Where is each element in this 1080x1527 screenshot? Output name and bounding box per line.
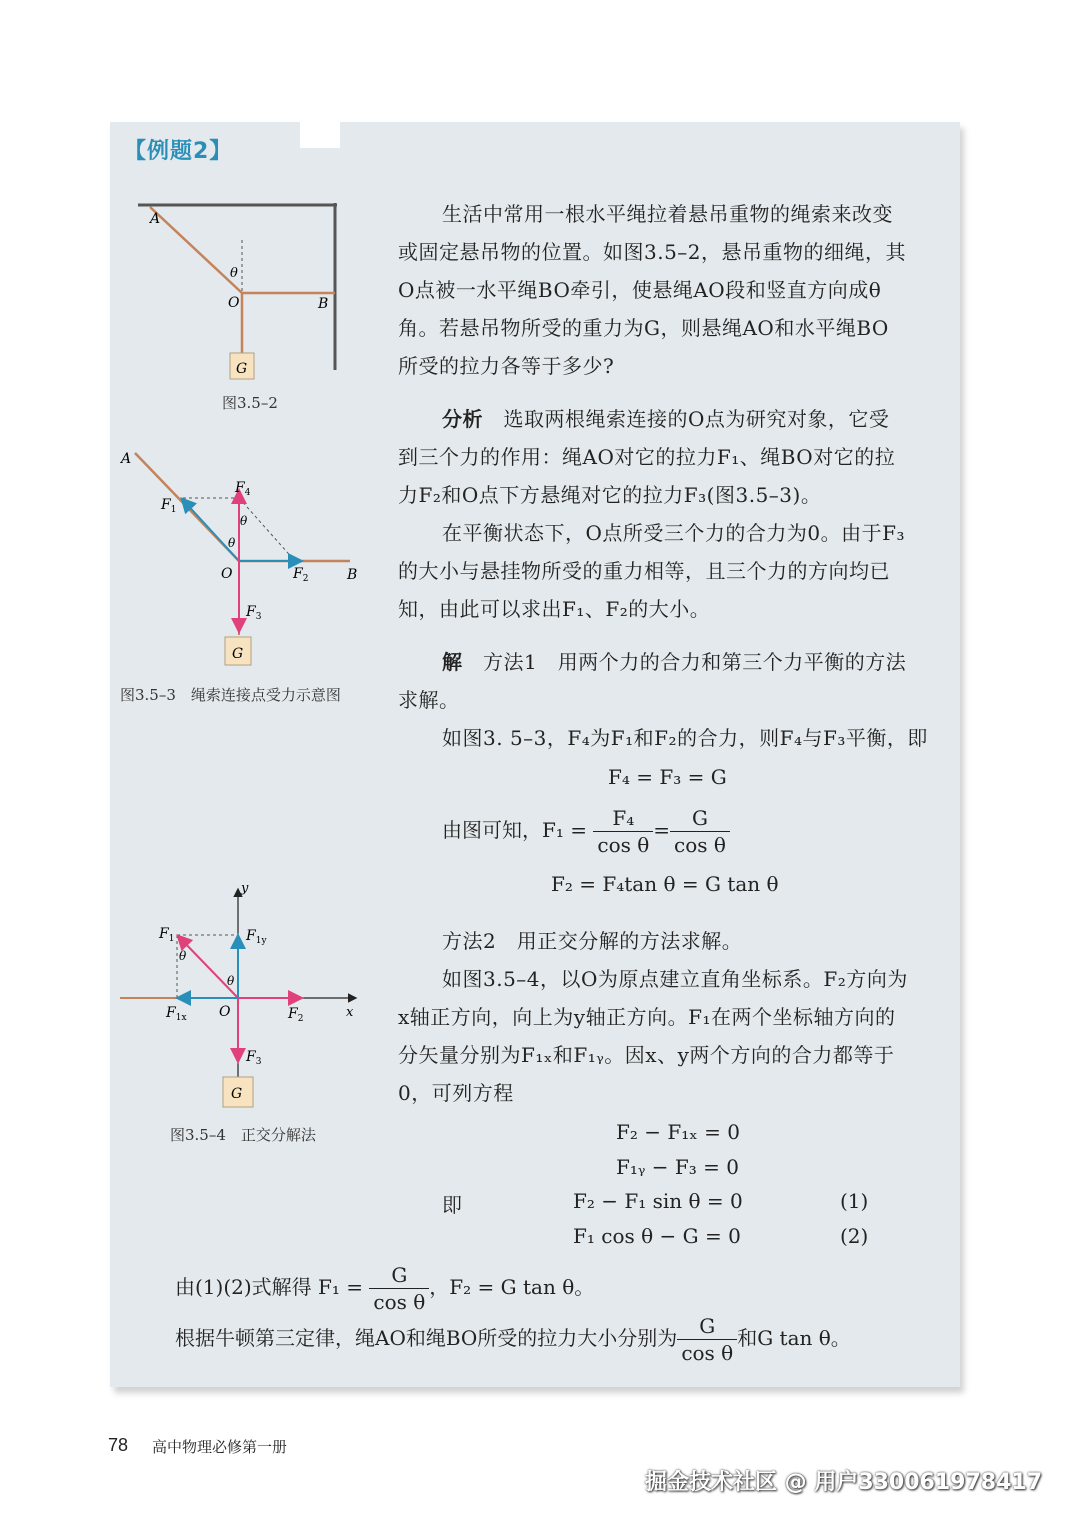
svg-text:x: x: [346, 1005, 354, 1020]
svg-text:θ: θ: [179, 949, 187, 963]
svg-text:F1: $F_1$: [161, 497, 177, 515]
caption-fig-3-5-4: 图3.5–4 正交分解法: [170, 1126, 316, 1144]
equation-2: F₁ cos θ − G = 0: [573, 1224, 741, 1248]
figure-3-5-4: [115, 880, 365, 1115]
force-f1: [183, 500, 239, 561]
equation-f1: 由图可知，F₁ = $\frac{\text{F₄}}{\text{cos θ}}$ = $\frac{G}{\text{cos θ}}$: [442, 805, 730, 858]
label-b: B: [318, 296, 329, 312]
analysis-label: 分析: [442, 407, 483, 431]
svg-text:A: A: [121, 451, 132, 467]
svg-text:F3: $F_3$: [246, 604, 262, 622]
svg-text:F2: $F_2$: [288, 1006, 304, 1024]
caption-fig-3-5-3: 图3.5–3 绳索连接点受力示意图: [120, 686, 341, 704]
svg-text:θ: θ: [228, 536, 236, 550]
problem-line: 所受的拉力各等于多少?: [398, 354, 615, 378]
label-theta: θ: [230, 266, 238, 281]
svg-text:B: B: [347, 567, 358, 583]
svg-text:θ: θ: [227, 974, 235, 988]
label-a: A: [150, 211, 161, 227]
equation-2-number: (2): [840, 1224, 869, 1248]
problem-line: O点被一水平绳BO牵引，使悬绳AO段和竖直方向成θ: [398, 278, 882, 302]
equation-f4: F₄ = F₃ = G: [608, 765, 727, 789]
problem-line: 或固定悬吊物的位置。如图3.5–2，悬吊重物的细绳，其: [398, 240, 907, 264]
result-line-2: 根据牛顿第三定律，绳AO和绳BO所受的拉力大小分别为 $\frac{G}{\text{cos θ}}$ 和G tan θ。: [175, 1314, 851, 1365]
svg-text:F2: $F_2$: [293, 566, 309, 584]
svg-text:G: G: [231, 1086, 243, 1102]
solution-text: 解 方法1 用两个力的合力和第三个力平衡的方法 求解。 如图3. 5–3，F₄为F₁和F₂的合力，则F₄与F₃平衡，即: [398, 650, 928, 750]
caption-fig-3-5-2: 图3.5–2: [222, 394, 278, 412]
svg-text:O: O: [221, 566, 233, 582]
svg-text:O: O: [219, 1004, 231, 1020]
svg-text:F1x: $F_{1x}$: [166, 1005, 187, 1023]
svg-text:θ: θ: [240, 514, 248, 528]
solution-label: 解: [442, 650, 463, 674]
svg-text:F4: $F_4$: [235, 480, 251, 498]
problem-line: 生活中常用一根水平绳拉着悬吊重物的绳索来改变: [442, 202, 893, 226]
example-title: 【例题2】: [124, 139, 233, 164]
equation-x: F₂ − F₁ₓ = 0: [616, 1120, 740, 1144]
svg-text:G: G: [232, 646, 244, 662]
figure-3-5-2: [120, 195, 360, 395]
force-f1: [179, 937, 238, 998]
equation-1-number: (1): [840, 1189, 869, 1213]
figure-3-5-3: [115, 445, 375, 675]
label-g: G: [236, 361, 248, 377]
panel-tab-corner: [300, 122, 340, 148]
svg-text:F3: $F_3$: [246, 1049, 262, 1067]
svg-text:F1y: $F_{1y}$: [246, 928, 267, 946]
svg-text:F1: $F_1$: [159, 926, 175, 944]
problem-line: 角。若悬吊物所受的重力为G，则悬绳AO和水平绳BO: [398, 316, 889, 340]
book-title: 高中物理必修第一册: [152, 1438, 288, 1456]
analysis-text: 分析 选取两根绳索连接的O点为研究对象，它受 到三个力的作用：绳AO对它的拉力F₁、绳BO对它的拉 力F₂和O点下方悬绳对它的拉力F₃(图3.5–3)。 在平衡状态下，O点所受三个力的合力为0。由于F₃ 的大小与悬挂物所受的重力相等，且三个力的方向均已 知，由此可以求出F₁、F₂的大小。: [398, 407, 906, 621]
equation-y: F₁ᵧ − F₃ = 0: [616, 1155, 739, 1179]
problem-text: [398, 195, 943, 385]
result-line-1: 由(1)(2)式解得 F₁ = $\frac{G}{\text{cos θ}}$ ，F₂ = G tan θ。: [175, 1263, 595, 1314]
rope-ao: [150, 207, 242, 293]
label-ji: 即: [442, 1193, 462, 1217]
method2-text: 方法2 用正交分解的方法求解。 如图3.5–4，以O为原点建立直角坐标系。F₂方向为 x轴正方向，向上为y轴正方向。F₁在两个坐标轴方向的 分矢量分别为F₁ₓ和F₁ᵧ。因x、y两个方向的合力都等于 0，可列方程: [398, 929, 908, 1105]
svg-text:y: y: [241, 881, 249, 896]
equation-1: F₂ − F₁ sin θ = 0: [573, 1189, 743, 1213]
label-o: O: [228, 295, 240, 311]
equation-f2: F₂ = F₄tan θ = G tan θ: [551, 872, 779, 896]
page-number: 78: [108, 1435, 129, 1455]
watermark: 掘金技术社区 @ 用户330061978417: [645, 1470, 1043, 1495]
